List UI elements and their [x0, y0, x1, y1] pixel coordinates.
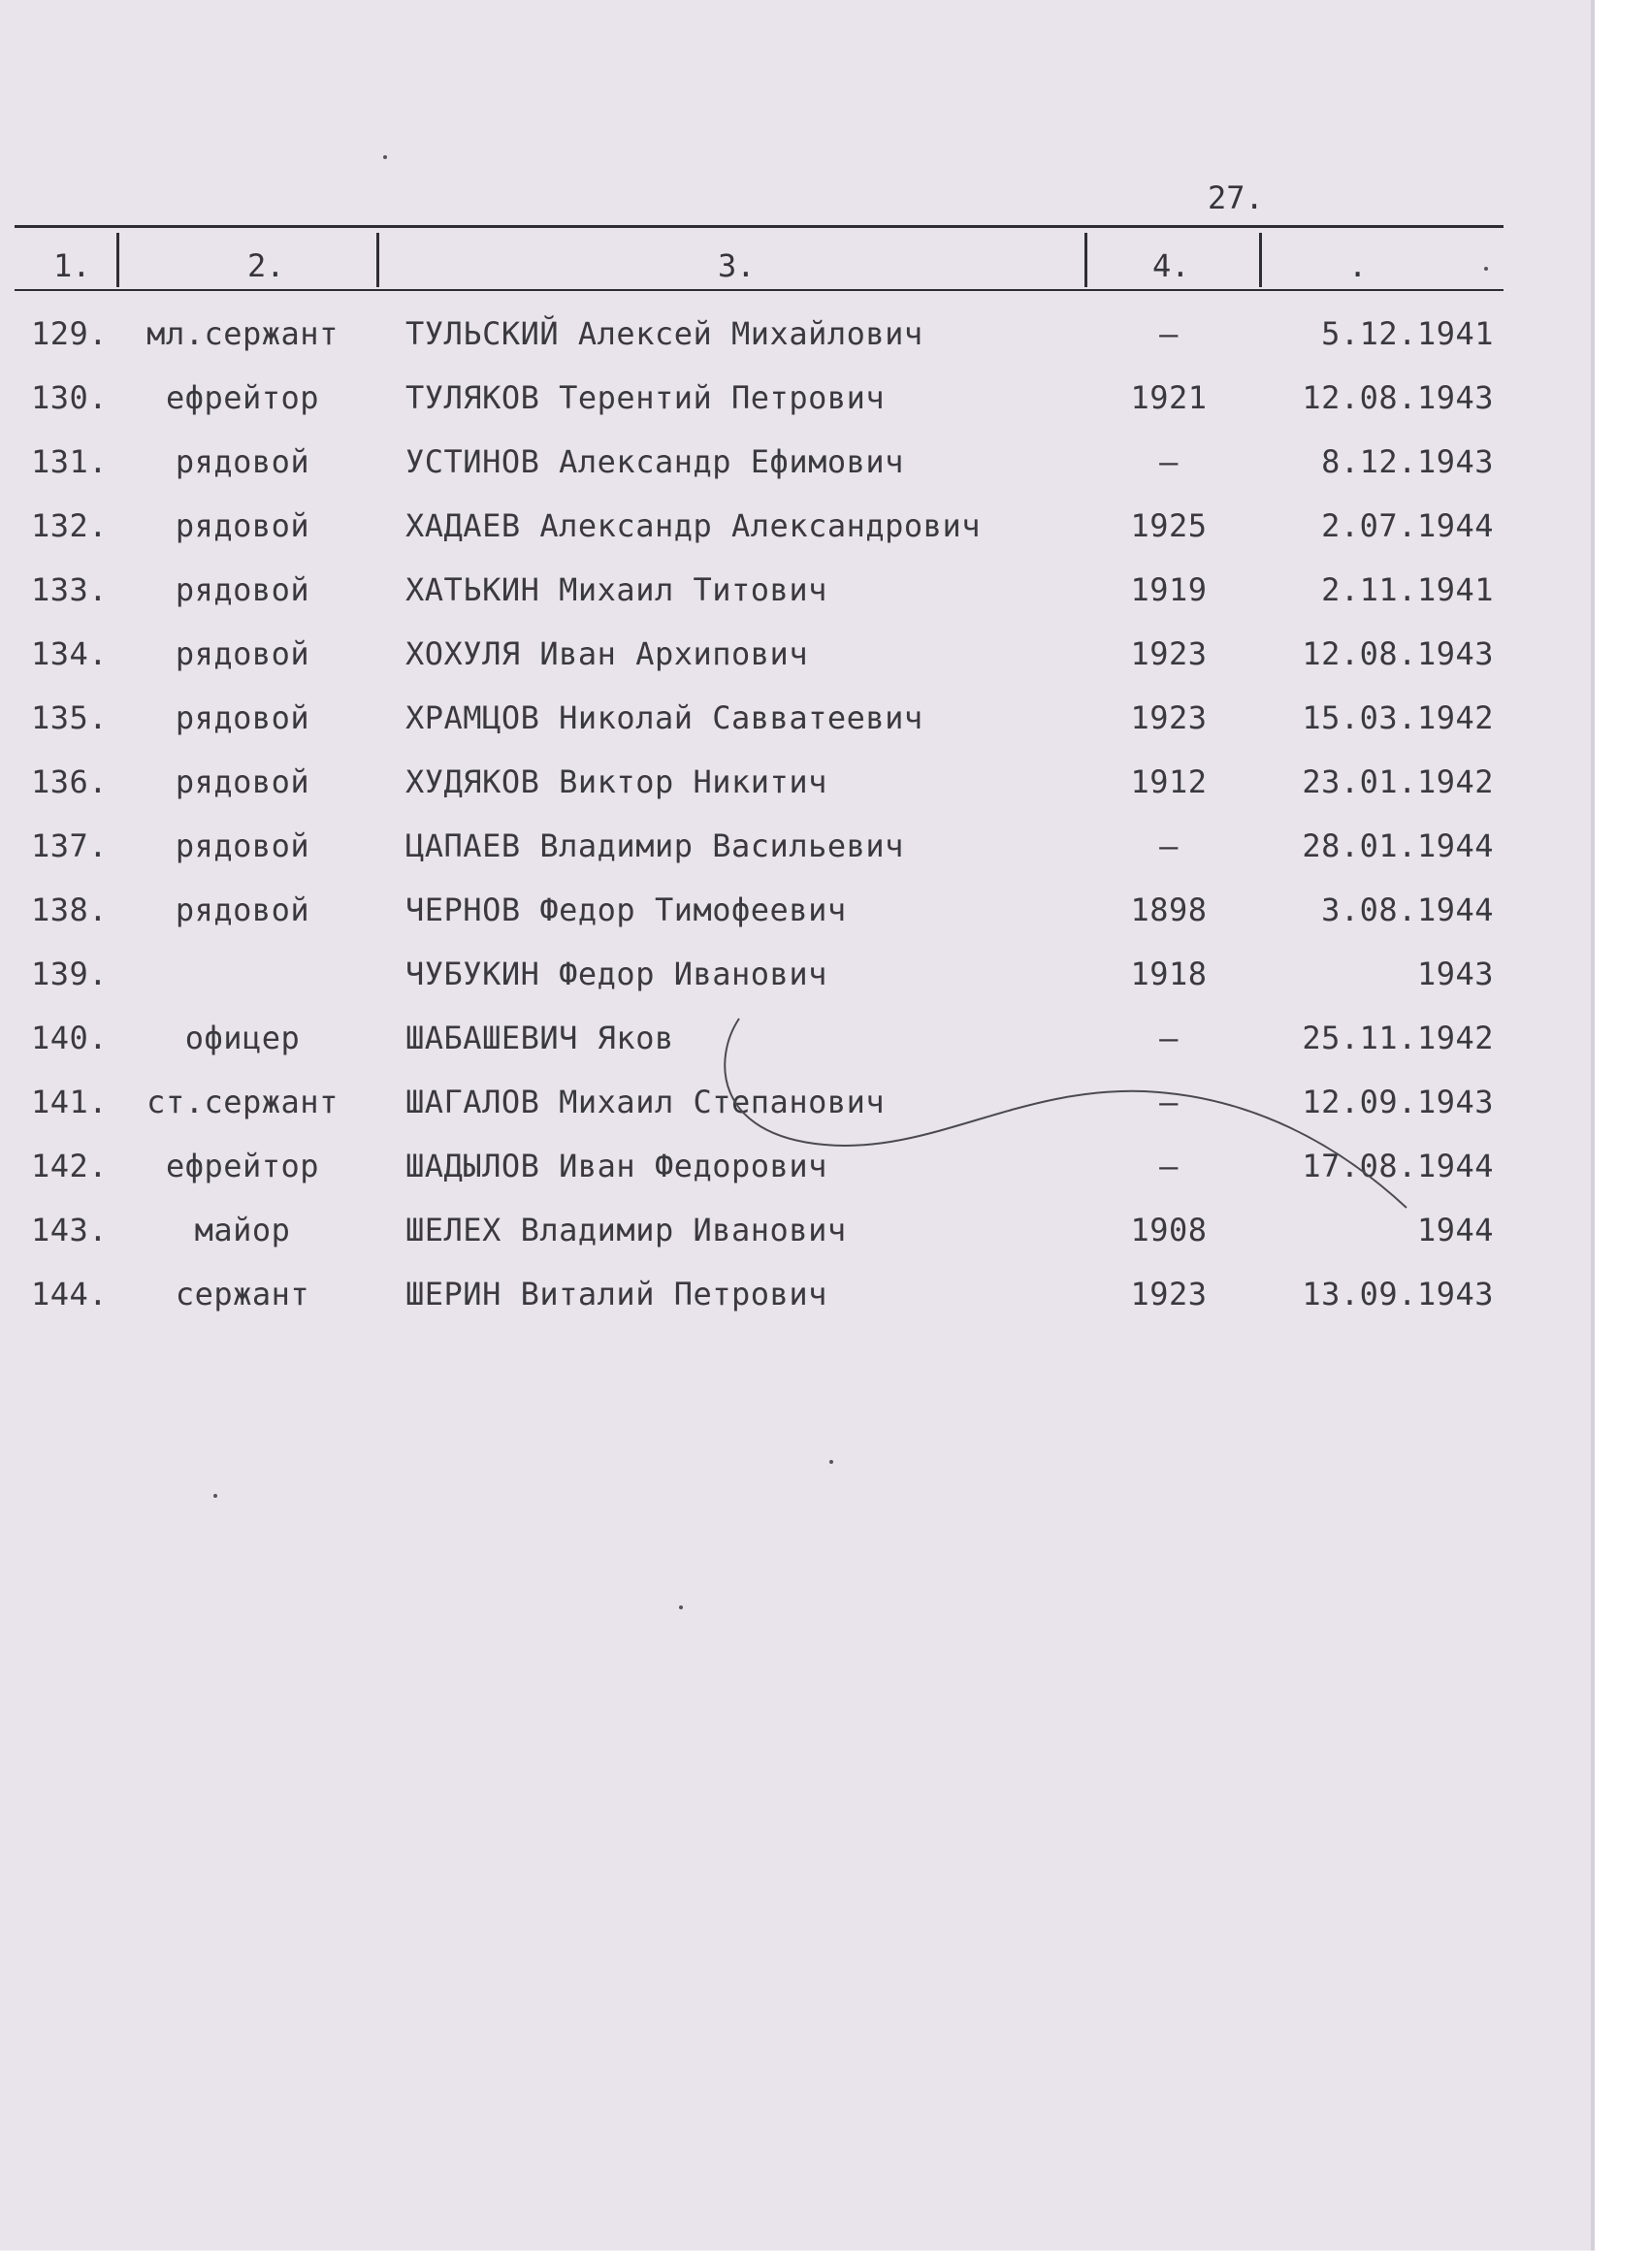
row-year: 1921 [1130, 379, 1208, 416]
row-rank: рядовой [175, 507, 310, 544]
row-date: 12.08.1943 [1302, 379, 1494, 416]
row-rank: майор [194, 1212, 291, 1248]
row-year: 1919 [1130, 571, 1208, 608]
header-col-1: 1. [53, 247, 91, 284]
row-date: 2.11.1941 [1321, 571, 1494, 608]
row-rank: рядовой [175, 699, 310, 736]
row-rank: рядовой [175, 635, 310, 672]
row-name: ТУЛЯКОВ Терентий Петрович [405, 379, 886, 416]
row-rank: мл.сержант [146, 315, 339, 352]
row-year: 1912 [1130, 763, 1208, 800]
row-name: ШЕЛЕХ Владимир Иванович [405, 1212, 847, 1248]
row-number: 139. [31, 956, 109, 992]
row-year: – [1159, 1020, 1179, 1056]
print-speck [383, 155, 387, 159]
row-year: 1918 [1130, 956, 1208, 992]
row-date: 12.09.1943 [1302, 1084, 1494, 1120]
print-speck [679, 1605, 683, 1609]
row-number: 141. [31, 1084, 109, 1120]
header-col-4: 4. [1152, 247, 1190, 284]
row-rank: ефрейтор [165, 379, 320, 416]
print-speck [1484, 267, 1488, 271]
header-col-5: . [1348, 247, 1368, 284]
row-date: 12.08.1943 [1302, 635, 1494, 672]
row-number: 138. [31, 891, 109, 928]
row-year: 1908 [1130, 1212, 1208, 1248]
page-number: 27. [1208, 179, 1264, 216]
header-col-2: 2. [247, 247, 285, 284]
row-name: ЧУБУКИН Федор Иванович [405, 956, 827, 992]
row-number: 135. [31, 699, 109, 736]
print-speck [213, 1494, 217, 1498]
row-name: ХАДАЕВ Александр Александрович [405, 507, 981, 544]
row-rank: рядовой [175, 443, 310, 480]
row-date: 23.01.1942 [1302, 763, 1494, 800]
row-date: 3.08.1944 [1321, 891, 1494, 928]
row-year: – [1159, 315, 1179, 352]
row-year: 1925 [1130, 507, 1208, 544]
row-year: 1898 [1130, 891, 1208, 928]
row-rank: офицер [184, 1020, 301, 1056]
row-rank: рядовой [175, 571, 310, 608]
row-name: ХУДЯКОВ Виктор Никитич [405, 763, 827, 800]
row-year: 1923 [1130, 1276, 1208, 1312]
row-name: ЦАПАЕВ Владимир Васильевич [405, 827, 904, 864]
row-date: 15.03.1942 [1302, 699, 1494, 736]
row-name: ЧЕРНОВ Федор Тимофеевич [405, 891, 847, 928]
row-rank: ст.сержант [146, 1084, 339, 1120]
row-number: 132. [31, 507, 109, 544]
row-year: – [1159, 827, 1179, 864]
row-name: ТУЛЬСКИЙ Алексей Михайлович [405, 315, 923, 352]
row-date: 17.08.1944 [1302, 1148, 1494, 1184]
row-date: 5.12.1941 [1321, 315, 1494, 352]
row-date: 28.01.1944 [1302, 827, 1494, 864]
row-number: 129. [31, 315, 109, 352]
row-rank: сержант [175, 1276, 310, 1312]
row-year: 1923 [1130, 699, 1208, 736]
print-speck [829, 1460, 833, 1464]
row-name: ХРАМЦОВ Николай Савватеевич [405, 699, 923, 736]
row-number: 133. [31, 571, 109, 608]
row-name: ШЕРИН Виталий Петрович [405, 1276, 827, 1312]
row-name: ШАГАЛОВ Михаил Степанович [405, 1084, 886, 1120]
row-date: 8.12.1943 [1321, 443, 1494, 480]
row-number: 136. [31, 763, 109, 800]
row-name: ХОХУЛЯ Иван Архипович [405, 635, 809, 672]
row-date: 25.11.1942 [1302, 1020, 1494, 1056]
row-name: ХАТЬКИН Михаил Титович [405, 571, 827, 608]
row-name: УСТИНОВ Александр Ефимович [405, 443, 904, 480]
row-rank: рядовой [175, 827, 310, 864]
row-year: – [1159, 443, 1179, 480]
row-date: 1944 [1416, 1212, 1494, 1248]
row-name: ШАДЫЛОВ Иван Федорович [405, 1148, 827, 1184]
row-number: 137. [31, 827, 109, 864]
row-year: – [1159, 1084, 1179, 1120]
row-date: 13.09.1943 [1302, 1276, 1494, 1312]
row-rank: рядовой [175, 891, 310, 928]
row-number: 142. [31, 1148, 109, 1184]
row-number: 131. [31, 443, 109, 480]
row-number: 144. [31, 1276, 109, 1312]
row-date: 1943 [1416, 956, 1494, 992]
row-date: 2.07.1944 [1321, 507, 1494, 544]
row-rank: ефрейтор [165, 1148, 320, 1184]
row-number: 140. [31, 1020, 109, 1056]
row-year: – [1159, 1148, 1179, 1184]
row-number: 143. [31, 1212, 109, 1248]
row-name: ШАБАШЕВИЧ Яков [405, 1020, 674, 1056]
header-col-3: 3. [718, 247, 756, 284]
row-rank: рядовой [175, 763, 310, 800]
row-number: 134. [31, 635, 109, 672]
row-year: 1923 [1130, 635, 1208, 672]
row-number: 130. [31, 379, 109, 416]
